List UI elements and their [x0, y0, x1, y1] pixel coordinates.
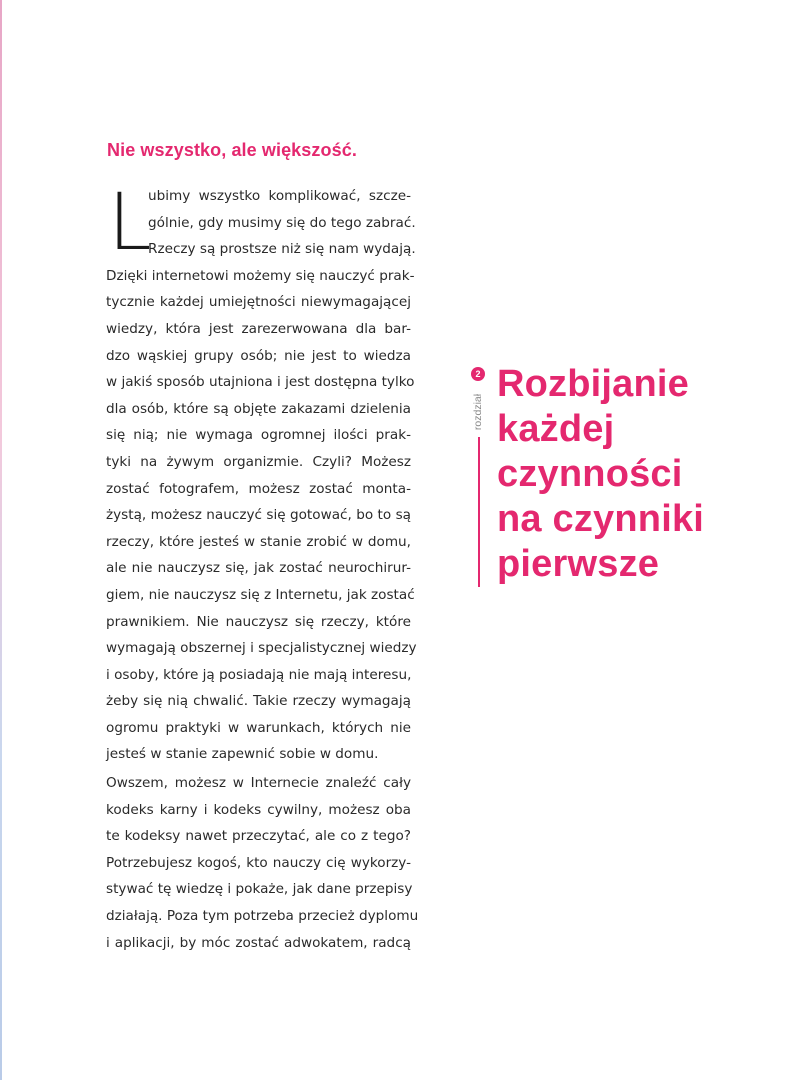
text-line: żystą, możesz nauczyć się gotować, bo to są: [106, 507, 411, 524]
text-line: Dzięki internetowi możemy się nauczyć prak-: [106, 267, 415, 284]
chapter-title-line: każdej: [497, 408, 615, 450]
chapter-title-line: czynności: [497, 453, 683, 495]
text-line: i osoby, które ją posiadają nie mają interesu,: [106, 666, 412, 683]
text-line: wymagają obszernej i specjalistycznej wiedzy: [106, 640, 417, 657]
chapter-divider-line: [478, 437, 480, 587]
text-line: zostać fotografem, możesz zostać monta-: [106, 480, 411, 497]
text-line: giem, nie nauczysz się z Internetu, jak zostać: [106, 586, 415, 603]
text-line: te kodeksy nawet przeczytać, ale co z tego?: [106, 828, 411, 845]
chapter-label: rozdział: [472, 393, 484, 431]
text-line: stywać tę wiedzę i pokaże, jak dane przepisy: [106, 881, 413, 898]
text-line: w jakiś sposób utajniona i jest dostępna tylko: [106, 374, 415, 391]
text-line: Owszem, możesz w Internecie znaleźć cały: [106, 775, 411, 791]
text-line: się nią; nie wymaga ogromnej ilości prak-: [106, 427, 411, 444]
text-line: wiedzy, która jest zarezerwowana dla bar-: [106, 320, 411, 337]
body-paragraph-1: [106, 178, 417, 768]
chapter-title-line: na czynniki: [497, 498, 705, 540]
chapter-title-line: pierwsze: [497, 543, 660, 585]
text-line: ubimy wszystko komplikować, szcze-: [148, 188, 411, 204]
text-line: prawnikiem. Nie nauczysz się rzeczy, które: [106, 613, 411, 630]
text-line: Potrzebujesz kogoś, kto nauczy cię wykorzy-: [106, 854, 411, 871]
text-line: kodeks karny i kodeks cywilny, możesz oba: [106, 801, 411, 818]
chapter-title-line: Rozbijanie: [497, 363, 690, 405]
section-subheading: Nie wszystko, ale większość.: [107, 140, 357, 160]
text-line: tycznie każdej umiejętności niewymagającej: [106, 294, 411, 311]
body-paragraph-2: [106, 770, 419, 956]
text-line: działają. Poza tym potrzeba przecież dyplomu: [106, 907, 419, 924]
text-line: gólnie, gdy musimy się do tego zabrać.: [148, 214, 416, 231]
drop-cap: L: [108, 178, 152, 268]
text-line: dzo wąskiej grupy osób; nie jest to wiedza: [106, 347, 411, 364]
text-line: i aplikacji, by móc zostać adwokatem, radcą: [106, 934, 411, 951]
text-line: żeby się nią chwalić. Takie rzeczy wymagają: [106, 693, 411, 710]
text-line: rzeczy, które jesteś w stanie zrobić w domu,: [106, 533, 411, 550]
text-line: dla osób, które są objęte zakazami dzielenia: [106, 400, 411, 417]
text-line: tyki na żywym organizmie. Czyli? Możesz: [106, 453, 411, 470]
chapter-title: [497, 362, 787, 587]
text-line: ale nie nauczysz się, jak zostać neurochirur-: [106, 560, 411, 577]
text-line: Rzeczy są prostsze niż się nam wydają.: [148, 241, 416, 258]
text-line: ogromu praktyki w warunkach, których nie: [106, 719, 411, 736]
text-line: jesteś w stanie zapewnić sobie w domu.: [106, 746, 379, 763]
page-edge-gradient: [0, 0, 2, 1080]
chapter-number-badge: 2: [471, 367, 485, 381]
